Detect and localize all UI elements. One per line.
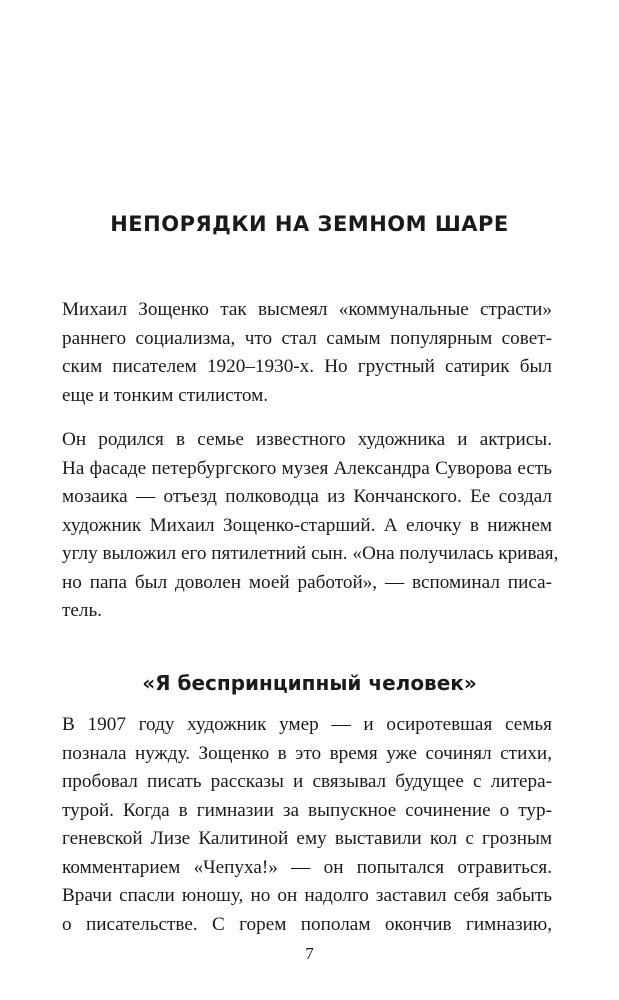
text-line: геневской Лизе Калитиной ему выставили кол с грозным (62, 828, 552, 849)
text-line: художник Михаил Зощенко-старший. А елочку в нижнем (62, 514, 552, 536)
text-line: Михаил Зощенко так высмеял «коммунальные страсти» (62, 299, 552, 320)
text-line: пробовал писать рассказы и связывал будущее с литера- (62, 771, 552, 792)
text-line: В 1907 году художник умер — и осиротевшая семья (62, 714, 552, 735)
paragraph-1 (62, 296, 552, 410)
text-line: тель. (62, 600, 103, 621)
text-line: о писательстве. С горем пополам окончив гимназию, (62, 913, 552, 935)
text-line: На фасаде петербургского музея Александра Суворова есть (62, 457, 552, 479)
paragraph-3 (62, 711, 552, 939)
section-title: «Я беспринципный человек» (142, 671, 477, 695)
text-line: еще и тонким стилистом. (62, 384, 269, 406)
paragraph-2 (62, 426, 559, 626)
text-line: Врачи спасли юношу, но он надолго заставил себя забыть (62, 885, 552, 906)
text-line: но папа был доволен моей работой», — вспоминал писа- (62, 571, 552, 593)
text-line: ским писателем 1920–1930-х. Но грустный сатирик был (62, 356, 552, 377)
text-line: турой. Когда в гимназии за выпускное сочинение о тур- (62, 799, 552, 821)
text-line: мозаика — отъезд полководца из Кончанского. Ее создал (62, 486, 552, 507)
text-line: раннего социализма, что стал самым популярным совет- (62, 327, 552, 349)
text-line: познала нужду. Зощенко в это время уже сочинял стихи, (62, 742, 552, 764)
text-line: углу выложил его пятилетний сын. «Она получилась кривая, (62, 543, 559, 564)
text-line: комментарием «Чепуха!» — он попытался отравиться. (62, 856, 552, 878)
page-number: 7 (305, 944, 314, 963)
chapter-title: НЕПОРЯДКИ НА ЗЕМНОМ ШАРЕ (110, 212, 509, 236)
text-line: Он родился в семье известного художника и актрисы. (62, 429, 552, 450)
